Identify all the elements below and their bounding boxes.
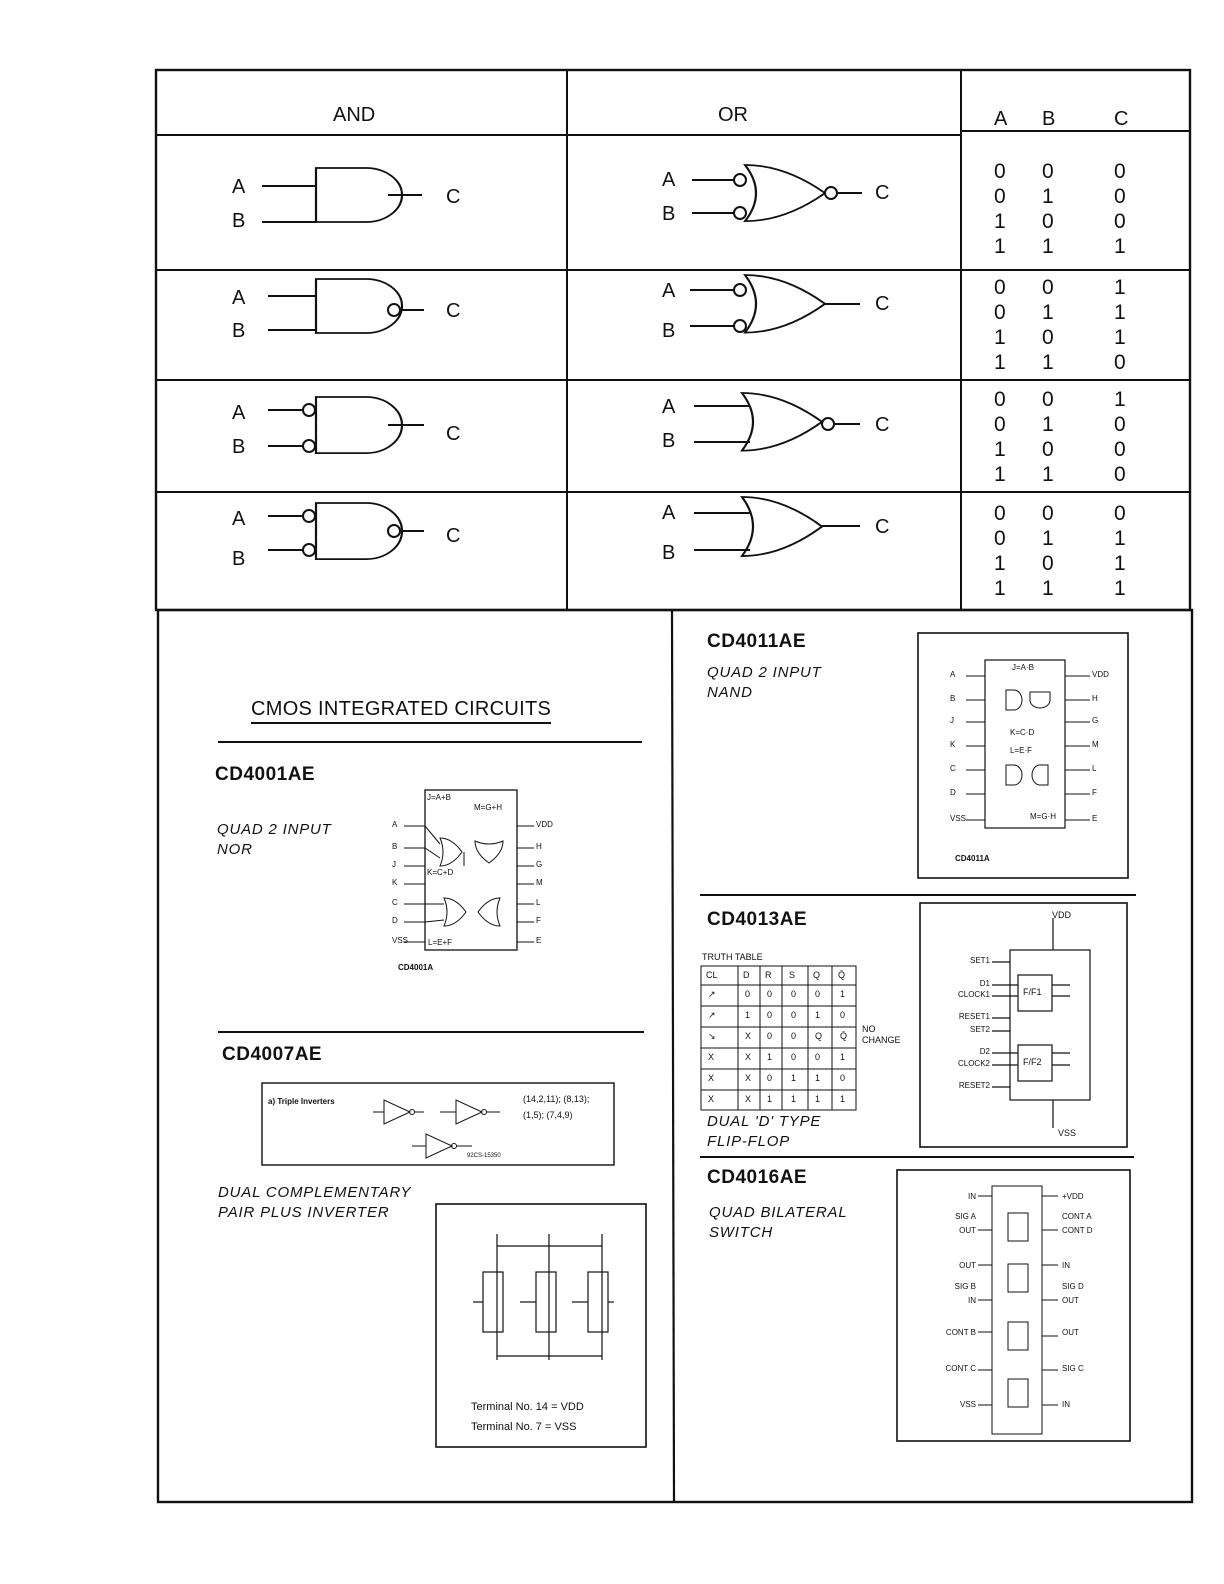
cd4013-truth-cell: 0 [815,1052,821,1062]
cd4001-pin-right: L [536,898,541,907]
cd4013-truth-cell: 0 [840,1010,846,1020]
cd4013-truth-cell: 1 [791,1094,797,1104]
cd4011-pin-left: K [950,740,956,749]
truth-cell: 1 [1042,413,1055,436]
cd4013-truth-cell: X [745,1031,752,1041]
cd4013-pin-label: RESET2 [958,1081,990,1090]
cd4013-truth-cell: X [745,1094,752,1104]
cd4016-pin-left: SIG B [954,1282,976,1291]
cd4001-pin-right: G [536,860,543,869]
cd4016-pin-left: VSS [959,1400,976,1409]
cd4011-eq-l: L=E·F [1010,746,1033,755]
cd4013-ff1: F/F1 [1023,987,1042,997]
cd4011-eq-m: M=G·H [1030,812,1056,821]
truth-cell: 1 [1042,527,1055,550]
truth-cell: 0 [994,160,1007,183]
cd4001-pin-left: K [392,878,398,887]
cd4013-truth-cell: 1 [767,1052,773,1062]
truth-cell: 0 [1114,413,1127,436]
cd4001-pin-right: E [536,936,542,945]
truth-cell: 0 [1042,276,1055,299]
cd4013-truth-cell: 1 [840,1094,846,1104]
truth-cell: 0 [1114,210,1127,233]
truth-cell: 0 [994,413,1007,436]
truth-cell: 1 [1114,326,1127,349]
cd4016-pin-right: SIG C [1062,1364,1084,1373]
cd4013-truth-title: TRUTH TABLE [702,952,763,962]
cd4013-pin-label: CLOCK2 [957,1059,990,1068]
cd4013-truth-header: Q [813,970,821,980]
cd4013-pin-label: SET1 [969,956,990,965]
or-output-c-row2: C [875,293,890,315]
cd4013-truth-cell: 0 [791,1052,797,1062]
cd4013-truth-cell: 0 [791,1010,797,1020]
truth-cell: 0 [994,388,1007,411]
truth-cell: 1 [994,235,1007,258]
cd4013-truth-cell: 0 [791,1031,797,1041]
truth-cell: 0 [994,527,1007,550]
truth-cell: 0 [1042,160,1055,183]
cd4016-pin-right: CONT D [1062,1226,1093,1235]
cd4013-truth-cell: X [745,1073,752,1083]
truth-cell: 1 [1114,552,1127,575]
cd4001-pin-left: B [392,842,398,851]
or-output-c-row1: C [875,182,890,204]
cd4001-pin-left: D [392,916,398,925]
cd4001-pin-right: H [536,842,542,851]
cd4016-pin-right: OUT [1062,1296,1079,1305]
cd4016-pin-left: OUT [959,1261,976,1270]
truth-cell: 1 [1042,235,1055,258]
cd4001-caption: CD4001A [398,963,434,972]
cd4013-ff2: F/F2 [1023,1057,1042,1067]
cd4011-desc1: QUAD 2 INPUT [707,664,822,681]
cd4011-pin-right: G [1092,716,1099,725]
truth-cell: 1 [1114,388,1127,411]
and-gate-row3 [268,397,424,453]
and-header: AND [333,104,376,126]
truth-cell: 1 [994,577,1007,600]
cd4013-truth-cell: X [708,1052,715,1062]
cd4011-pin-right: VDD [1092,670,1109,679]
cd4013-truth-cell: X [708,1073,715,1083]
cd4016-name: CD4016AE [707,1167,808,1188]
or-input-a-row4: A [662,502,676,524]
cd4007-desc1: DUAL COMPLEMENTARY [218,1184,412,1201]
cd4001-pin-right: F [536,916,541,925]
and-output-c-row1: C [446,186,461,208]
cd4013-truth-cell: 0 [815,989,821,999]
cd4013-name: CD4013AE [707,909,808,930]
and-gate-row2 [268,279,424,333]
and-input-a-row3: A [232,402,246,424]
cd4013-truth-header: CL [706,970,718,980]
truth-cell: 0 [1114,438,1127,461]
cd4013-truth-cell: 0 [767,989,773,999]
truth-cell: 1 [1114,527,1127,550]
cd4016-pin-right: IN [1062,1400,1070,1409]
cd4011-eq-k: K=C·D [1010,728,1035,737]
cd4013-truth-cell: 1 [745,1010,751,1020]
cd4013-truth-cell: 1 [815,1073,821,1083]
truth-cell: 0 [1042,210,1055,233]
cd4011-pin-left: A [950,670,956,679]
cd4016-pin-left: IN [968,1192,976,1201]
cd4013-truth-cell: 1 [815,1094,821,1104]
truth-cell: 1 [994,552,1007,575]
or-output-c-row4: C [875,516,890,538]
truth-cell: 1 [1114,235,1127,258]
cd4013-pin-label: RESET1 [958,1012,990,1021]
truth-cell: 0 [994,301,1007,324]
cd4013-truth-cell: ↗ [708,1010,716,1020]
cd4007-name: CD4007AE [222,1044,323,1065]
truth-cell: 0 [1042,388,1055,411]
or-gate-row2 [690,275,860,333]
cd4001-eq-m: M=G+H [474,803,503,812]
truth-cell: 0 [994,502,1007,525]
col-b-header: B [1042,108,1056,130]
cd4001-pin-left: VSS [392,936,409,945]
cd4001-eq-k: K=C+D [427,868,454,877]
or-output-c-row3: C [875,414,890,436]
cd4013-truth-cell: 0 [767,1073,773,1083]
truth-cell: 1 [1042,185,1055,208]
cd4011-pin-left: J [950,716,954,725]
cd4011-desc2: NAND [707,684,753,701]
cd4013-truth-cell: 0 [840,1073,846,1083]
cd4013-truth-header: S [789,970,796,980]
cd4016-pin-left: CONT C [945,1364,976,1373]
cd4016-pin-left: OUT [959,1226,976,1235]
cd4013-truth-table-grid [701,966,856,1110]
or-input-b-row4: B [662,542,676,564]
truth-cell: 1 [1114,276,1127,299]
or-gate-row4 [694,497,860,556]
cd4001-pin-right: VDD [536,820,553,829]
cd4016-pin-left: CONT B [945,1328,976,1337]
truth-cell: 0 [1114,160,1127,183]
cd4016-pin-right: IN [1062,1261,1070,1270]
cd4013-vdd: VDD [1052,910,1072,920]
and-output-c-row3: C [446,423,461,445]
and-input-a-row2: A [232,287,246,309]
truth-cell: 1 [1114,577,1127,600]
cd4013-truth-cell: Q̄ [840,1031,848,1041]
cd4013-vss: VSS [1058,1128,1077,1138]
cd4013-truth-cell: ↗ [708,989,716,999]
cd4011-pin-right: M [1092,740,1099,749]
truth-cell: 0 [1114,351,1127,374]
cd4001-desc2: NOR [217,841,253,858]
truth-cell: 1 [1114,301,1127,324]
cd4001-pin-left: C [392,898,398,907]
cd4001-name: CD4001AE [215,764,316,785]
cd4016-desc2: SWITCH [709,1224,773,1241]
cd4016-desc1: QUAD BILATERAL [709,1204,848,1221]
cd4011-pin-left: D [950,788,956,797]
cd4011-name: CD4011AE [707,631,807,652]
truth-cell: 0 [1114,463,1127,486]
cd4013-no-change-2: CHANGE [862,1035,901,1045]
cd4013-pin-label: SET2 [969,1025,990,1034]
or-input-a-row1: A [662,169,676,191]
and-input-b-row3: B [232,436,246,458]
cd4011-pin-right: L [1092,764,1097,773]
cd4007-terminal2: Terminal No. 7 = VSS [471,1421,577,1433]
cd4016-pin-right: CONT A [1062,1212,1092,1221]
cd4011-pin-left: VSS [950,814,967,823]
or-input-b-row2: B [662,320,676,342]
cd4016-pin-left: SIG A [955,1212,976,1221]
truth-cell: 1 [1042,351,1055,374]
truth-cell: 0 [1042,326,1055,349]
and-input-a-row1: A [232,176,246,198]
cd4007-inverter-pins: (14,2,11); (8,13); [523,1094,590,1104]
and-output-c-row2: C [446,300,461,322]
truth-cell: 0 [994,276,1007,299]
truth-cell: 1 [994,438,1007,461]
col-c-header: C [1114,108,1129,130]
truth-cell: 0 [1042,502,1055,525]
and-output-c-row4: C [446,525,461,547]
cd4011-pin-right: E [1092,814,1098,823]
cd4013-truth-cell: X [745,1052,752,1062]
cd4016-pin-right: SIG D [1062,1282,1084,1291]
cd4013-truth-cell: 0 [745,989,751,999]
cd4001-pin-right: M [536,878,543,887]
truth-cell: 0 [1114,185,1127,208]
cd4013-truth-cell: 1 [840,989,846,999]
cd4011-pin-right: F [1092,788,1097,797]
cd4013-truth-cell: X [708,1094,715,1104]
and-gate-row1 [262,168,422,222]
cd4013-truth-cell: 0 [767,1031,773,1041]
truth-cell: 0 [1042,552,1055,575]
truth-cell: 1 [1042,463,1055,486]
cd4013-pin-label: D1 [979,979,990,988]
or-input-a-row2: A [662,280,676,302]
truth-cell: 0 [1042,438,1055,461]
cd4013-truth-header: D [743,970,750,980]
or-gate-row1 [692,165,862,221]
cd4013-truth-cell: 1 [815,1010,821,1020]
truth-cell: 0 [1114,502,1127,525]
truth-cell: 1 [1042,577,1055,600]
cmos-section-title: CMOS INTEGRATED CIRCUITS [251,698,551,724]
truth-cell: 1 [994,326,1007,349]
cd4007-desc2: PAIR PLUS INVERTER [218,1204,390,1221]
cd4013-truth-header: Q̄ [838,970,846,980]
truth-cell: 0 [994,185,1007,208]
cd4001-eq-l: L=E+F [428,938,453,947]
cd4001-pin-left: J [392,860,396,869]
cd4001-desc1: QUAD 2 INPUT [217,821,332,838]
and-input-b-row1: B [232,210,246,232]
cd4011-pin-right: H [1092,694,1098,703]
cd4013-truth-header: R [765,970,772,980]
and-gate-row4 [268,503,424,559]
truth-cell: 1 [994,210,1007,233]
cd4013-truth-cell: Q [815,1031,823,1041]
cd4001-pin-left: A [392,820,398,829]
or-input-b-row1: B [662,203,676,225]
cd4011-pin-left: C [950,764,956,773]
truth-cell: 1 [994,463,1007,486]
cd4013-pin-label: CLOCK1 [957,990,990,999]
cd4013-truth-cell: 1 [791,1073,797,1083]
cd4013-truth-cell: 1 [767,1094,773,1104]
cd4013-pin-label: D2 [979,1047,990,1056]
cd4001-eq-j: J=A+B [427,793,452,802]
or-gate-row3 [694,393,860,451]
cd4007-terminal1: Terminal No. 14 = VDD [471,1401,584,1413]
cd4007-inverter-label: a) Triple Inverters [268,1097,335,1106]
or-header: OR [718,104,748,126]
cd4011-pin-left: B [950,694,956,703]
col-a-header: A [994,108,1008,130]
cd4007-inverter-code: 92CS-15350 [467,1153,501,1159]
cd4013-truth-cell: 1 [840,1052,846,1062]
cd4001-pinout-diagram [404,790,534,950]
cd4013-truth-cell: 0 [791,989,797,999]
and-input-a-row4: A [232,508,246,530]
cd4016-pin-right: OUT [1062,1328,1079,1337]
cd4013-truth-cell: 0 [767,1010,773,1020]
cd4011-caption: CD4011A [955,854,990,863]
cd4016-pin-right: +VDD [1062,1192,1084,1201]
cd4007-inverter-pins2: (1,5); (7,4,9) [523,1110,573,1120]
or-input-b-row3: B [662,430,676,452]
cd4013-desc2: FLIP-FLOP [707,1133,791,1150]
truth-cell: 1 [994,351,1007,374]
or-input-a-row3: A [662,396,676,418]
cd4016-pin-left: IN [968,1296,976,1305]
and-input-b-row2: B [232,320,246,342]
cd4013-no-change-1: NO [862,1024,876,1034]
cd4013-truth-cell: ↘ [708,1031,716,1041]
truth-cell: 1 [1042,301,1055,324]
cd4013-desc1: DUAL 'D' TYPE [707,1113,822,1130]
and-input-b-row4: B [232,548,246,570]
cd4011-eq-j: J=A·B [1012,663,1035,672]
